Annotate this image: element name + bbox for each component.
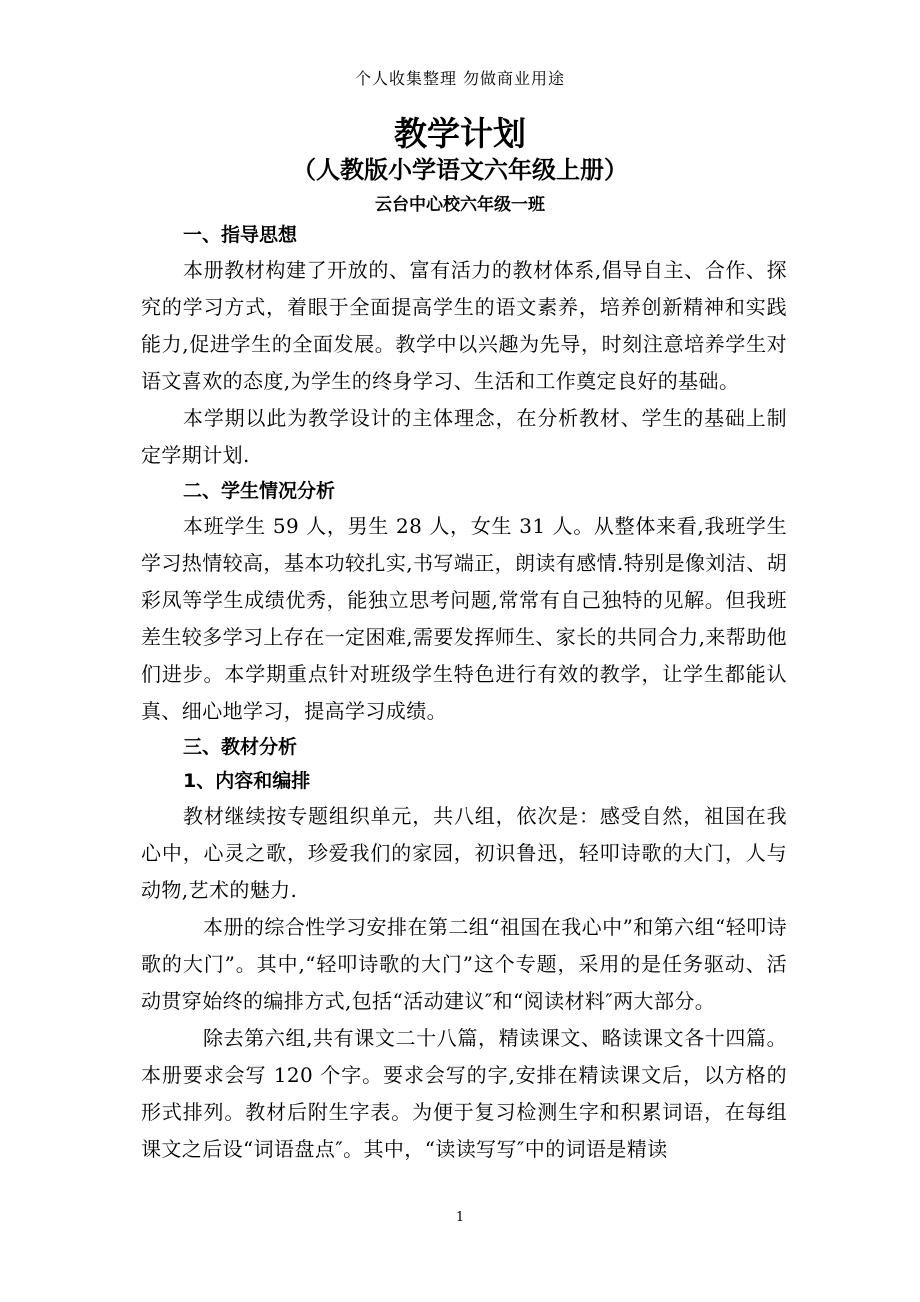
- paragraph: 本班学生 59 人，男生 28 人，女生 31 人。从整体来看,我班学生学习热情较高，基本功较扎实,书写端正，朗读有感情.特别是像刘洁、胡彩凤等学生成绩优秀，能独立思考问题,常常有自己独特的见解。但我班差生较多学习上存在一定困难,需要发挥师生、家长的共同合力,来帮助他们进步。本学期重点针对班级学生特色进行有效的教学，让学生都能认真、细心地学习，提高学习成绩。: [141, 514, 787, 723]
- section-heading-textbook-analysis: 三、教材分析: [183, 736, 298, 758]
- paragraph: 本册教材构建了开放的、富有活力的教材体系,倡导自主、合作、探究的学习方式，着眼于全面提高学生的语文素养，培养创新精神和实践能力,促进学生的全面发展。教学中以兴趣为先导，时刻注意培养学生对语文喜欢的态度,为学生的终身学习、生活和工作奠定良好的基础。: [141, 258, 787, 393]
- document-body: [141, 218, 787, 1168]
- paragraph: 除去第六组,共有课文二十八篇，精读课文、略读课文各十四篇。本册要求会写 120 个字。要求会写的字,安排在精读课文后，以方格的形式排列。教材后附生字表。为便于复习检测生字和积累词语，在每组课文之后设“词语盘点″。其中，“读读写写″中的词语是精读: [141, 1026, 787, 1161]
- school-class-line: 云台中心校六年级一班: [375, 195, 545, 215]
- paragraph: 本学期以此为教学设计的主体理念，在分析教材、学生的基础上制定学期计划.: [141, 406, 787, 467]
- document-subtitle: （人教版小学语文六年级上册）: [292, 156, 628, 184]
- paragraph: 本册的综合性学习安排在第二组“祖国在我心中”和第六组“轻叩诗歌的大门”。其中,“轻叩诗歌的大门”这个专题，采用的是任务驱动、活动贯穿始终的编排方式,包括“活动建议″和“阅读材料″两大部分。: [141, 915, 787, 1013]
- subsection-heading-content-arrangement: 1、内容和编排: [183, 770, 311, 792]
- paragraph: 教材继续按专题组织单元，共八组，依次是：感受自然，祖国在我心中，心灵之歌，珍爱我们的家园，初识鲁迅，轻叩诗歌的大门，人与动物,艺术的魅力.: [141, 804, 787, 902]
- page-number: 1: [455, 1210, 465, 1225]
- section-heading-student-analysis: 二、学生情况分析: [183, 480, 336, 502]
- page-header-note: 个人收集整理 勿做商业用途: [354, 69, 566, 88]
- section-heading-guiding-ideology: 一、指导思想: [183, 224, 298, 246]
- document-title: 教学计划: [394, 114, 526, 153]
